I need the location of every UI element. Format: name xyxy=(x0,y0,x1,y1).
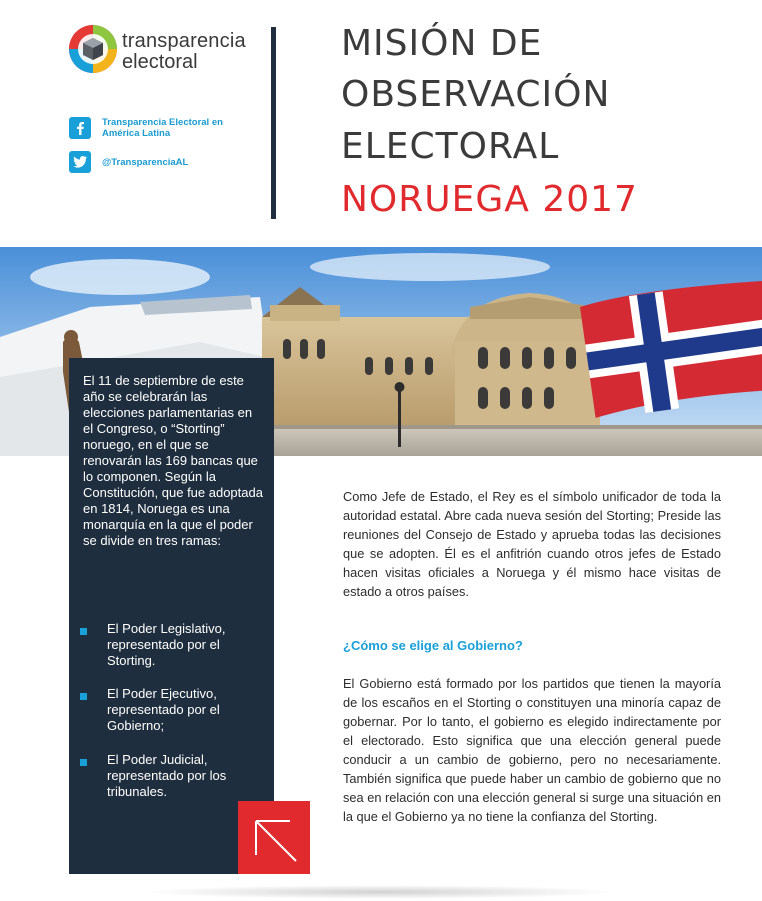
facebook-icon[interactable] xyxy=(69,117,91,139)
body-paragraph-1: Como Jefe de Estado, el Rey es el símbolo unificador de toda la autoridad estatal. Abre cada nueva sesión del Storting; Preside las reuniones del Consejo de Estado y aprueba todas las decisiones que se adopten. Él es el anfitrión cuando otros jefes de Estado hacen visitas oficiales a Noruega y él mismo hace visitas de estado a otros países. xyxy=(343,489,721,599)
brand-name-line2: electoral xyxy=(122,51,198,73)
bullet-square-icon xyxy=(80,693,87,700)
title-line-3: ELECTORAL xyxy=(341,126,560,167)
sidebar-list-item: El Poder Judicial, representado por los tribunales. xyxy=(107,752,227,799)
vertical-divider xyxy=(271,27,276,219)
section-heading: ¿Cómo se elige al Gobierno? xyxy=(343,638,523,653)
sidebar-intro-text: El 11 de septiembre de este año se celebrarán las elecciones parlamentarias en el Congreso, o “Storting” noruego, en el que se renovarán las 169 bancas que lo componen. Según la Constitución, que fue adoptada en 1814, Noruega es una monarquía en la que el poder se divide en tres ramas: xyxy=(83,373,263,548)
bullet-square-icon xyxy=(80,759,87,766)
twitter-handle[interactable]: @TransparenciaAL xyxy=(102,157,189,168)
twitter-icon[interactable] xyxy=(69,151,91,173)
facebook-handle[interactable]: Transparencia Electoral en América Latina xyxy=(102,117,223,139)
sidebar-list-item: El Poder Legislativo, representado por el Storting. xyxy=(107,621,226,668)
body-paragraph-2: El Gobierno está formado por los partidos que tienen la mayoría de los escaños en el Storting o constituyen una minoría capaz de gobernar. Por lo tanto, el gobierno es elegido indirectamente por el electorado. Esto significa que una elección general puede conducir a un cambio de gobierno, pero no necesariamente. También significa que puede haber un cambio de gobierno que no sea en relación con una elección general si surge una situación en la que el Gobierno ya no tiene la confianza del Storting. xyxy=(343,676,721,824)
title-line-1: MISIÓN DE xyxy=(341,23,543,64)
sidebar-list-item: El Poder Ejecutivo, representado por el Gobierno; xyxy=(107,686,220,733)
page-shadow xyxy=(140,885,620,899)
title-country-year: NORUEGA 2017 xyxy=(341,179,638,220)
title-line-2: OBSERVACIÓN xyxy=(341,74,611,115)
logo-cube-icon xyxy=(68,24,118,74)
bullet-square-icon xyxy=(80,628,87,635)
brand-name-line1: transparencia xyxy=(122,30,246,52)
arrow-up-left-icon[interactable] xyxy=(238,801,310,874)
